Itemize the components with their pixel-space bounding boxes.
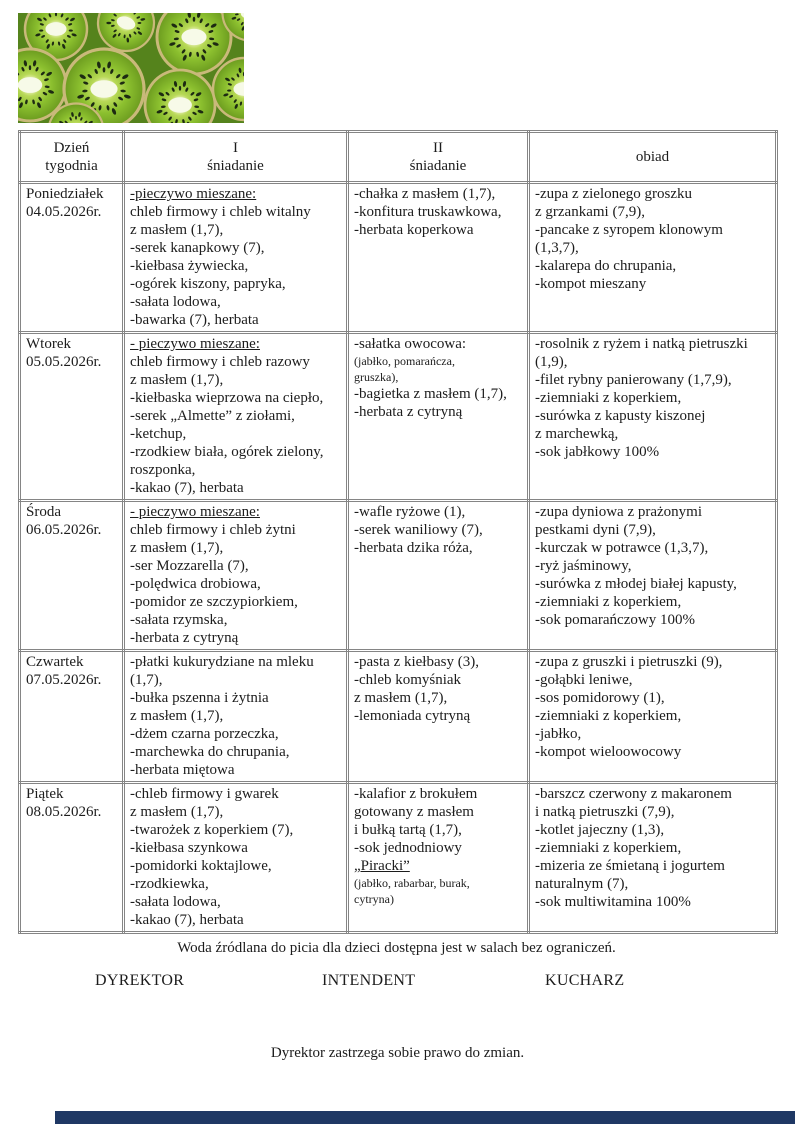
menu-line: z masłem (1,7),: [130, 540, 224, 556]
menu-line: -sok jabłkowy 100%: [535, 444, 660, 460]
menu-line: gotowany z masłem: [354, 804, 474, 820]
menu-line: -lemoniada cytryną: [354, 708, 471, 724]
menu-line: -sok pomarańczowy 100%: [535, 612, 695, 628]
menu-line: (jabłko, pomarańcza,: [354, 354, 455, 368]
menu-line: -bagietka z masłem (1,7),: [354, 386, 507, 402]
menu-line: -zupa z gruszki i pietruszki (9),: [535, 654, 723, 670]
bottom-accent-bar: [55, 1111, 795, 1124]
menu-line: śniadanie: [207, 158, 264, 174]
menu-line: „Piracki”: [354, 858, 410, 874]
menu-line: i bułką tartą (1,7),: [354, 822, 462, 838]
menu-line: -marchewka do chrupania,: [130, 744, 290, 760]
dinner-cell: [529, 651, 777, 783]
breakfast1-cell: [124, 651, 348, 783]
menu-line: -bułka pszenna i żytnia: [130, 690, 269, 706]
weekly-menu-table: [18, 130, 778, 934]
breakfast1-cell: [124, 783, 348, 933]
change-disclaimer: Dyrektor zastrzega sobie prawo do zmian.: [270, 1045, 525, 1061]
menu-line: z masłem (1,7),: [130, 708, 224, 724]
menu-line: pestkami dyni (7,9),: [535, 522, 656, 538]
menu-line: -jabłko,: [535, 726, 582, 742]
menu-line: -pancake z syropem klonowym: [535, 222, 723, 238]
menu-line: -pomidorki koktajlowe,: [130, 858, 272, 874]
menu-line: I: [233, 140, 238, 156]
menu-line: -pomidor ze szczypiorkiem,: [130, 594, 298, 610]
menu-day-row: [20, 501, 777, 651]
menu-line: (1,3,7),: [535, 240, 579, 256]
day-cell: [20, 651, 124, 783]
menu-line: Czwartek: [26, 654, 84, 670]
menu-line: -ziemniaki z koperkiem,: [535, 594, 682, 610]
menu-table-rows: [20, 183, 777, 933]
menu-line: -polędwica drobiowa,: [130, 576, 261, 592]
breakfast2-cell: [348, 783, 529, 933]
menu-line: -barszcz czerwony z makaronem: [535, 786, 732, 802]
menu-line: -kiełbasa szynkowa: [130, 840, 248, 856]
menu-line: 05.05.2026r.: [26, 354, 102, 370]
menu-line: -ziemniaki z koperkiem,: [535, 708, 682, 724]
breakfast2-cell: [348, 651, 529, 783]
menu-line: -kakao (7), herbata: [130, 480, 244, 496]
menu-line: -kiełbaska wieprzowa na ciepło,: [130, 390, 324, 406]
menu-line: -herbata z cytryną: [354, 404, 463, 420]
dinner-cell: [529, 783, 777, 933]
menu-line: -ziemniaki z koperkiem,: [535, 390, 682, 406]
menu-line: Środa: [26, 504, 61, 520]
menu-line: chleb firmowy i chleb razowy: [130, 354, 310, 370]
column-header: [124, 132, 348, 183]
breakfast2-cell: [348, 333, 529, 501]
menu-line: 06.05.2026r.: [26, 522, 102, 538]
menu-line: -zupa z zielonego groszku: [535, 186, 693, 202]
menu-line: -filet rybny panierowany (1,7,9),: [535, 372, 732, 388]
breakfast1-cell: [124, 501, 348, 651]
menu-line: Poniedziałek: [26, 186, 104, 202]
menu-line: -gołąbki leniwe,: [535, 672, 633, 688]
menu-line: z grzankami (7,9),: [535, 204, 645, 220]
menu-line: -chleb firmowy i gwarek: [130, 786, 279, 802]
menu-line: -kalafior z brokułem: [354, 786, 478, 802]
menu-line: z masłem (1,7),: [130, 222, 224, 238]
menu-line: -ser Mozzarella (7),: [130, 558, 249, 574]
menu-line: - pieczywo mieszane:: [130, 336, 260, 352]
menu-line: -sałata rzymska,: [130, 612, 228, 628]
column-header: [348, 132, 529, 183]
menu-day-row: [20, 333, 777, 501]
menu-line: i natką pietruszki (7,9),: [535, 804, 675, 820]
menu-line: -surówka z kapusty kiszonej: [535, 408, 706, 424]
signature-kucharz: KUCHARZ: [545, 972, 625, 989]
menu-line: -ryż jaśminowy,: [535, 558, 632, 574]
menu-line: gruszka),: [354, 370, 399, 384]
menu-line: -sałata lodowa,: [130, 894, 221, 910]
menu-line: z marchewką,: [535, 426, 619, 442]
menu-line: -sałata lodowa,: [130, 294, 221, 310]
menu-line: Dzień: [53, 140, 90, 156]
menu-line: - pieczywo mieszane:: [130, 504, 260, 520]
menu-line: -kotlet jajeczny (1,3),: [535, 822, 665, 838]
menu-line: tygodnia: [45, 158, 98, 174]
menu-line: obiad: [635, 149, 670, 165]
menu-line: -chałka z masłem (1,7),: [354, 186, 496, 202]
menu-line: -sałatka owocowa:: [354, 336, 467, 352]
column-header: [529, 132, 777, 183]
menu-line: -serek waniliowy (7),: [354, 522, 483, 538]
menu-line: 04.05.2026r.: [26, 204, 102, 220]
menu-line: 08.05.2026r.: [26, 804, 102, 820]
breakfast1-cell: [124, 183, 348, 333]
water-availability-note: Woda źródlana do picia dla dzieci dostępna jest w salach bez ograniczeń.: [177, 940, 616, 956]
menu-line: -sok multiwitamina 100%: [535, 894, 691, 910]
menu-line: -chleb komyśniak: [354, 672, 462, 688]
menu-line: Piątek: [26, 786, 64, 802]
menu-day-row: [20, 651, 777, 783]
menu-line: -kompot wieloowocowy: [535, 744, 682, 760]
menu-line: roszponka,: [130, 462, 196, 478]
menu-line: -bawarka (7), herbata: [130, 312, 259, 328]
kiwi-slices-photo: [18, 13, 244, 123]
menu-line: -kalarepa do chrupania,: [535, 258, 677, 274]
menu-line: -ketchup,: [130, 426, 187, 442]
column-header: [20, 132, 124, 183]
day-cell: [20, 501, 124, 651]
menu-line: -herbata dzika róża,: [354, 540, 473, 556]
menu-line: -mizeria ze śmietaną i jogurtem: [535, 858, 725, 874]
menu-line: II: [433, 140, 443, 156]
menu-day-row: [20, 183, 777, 333]
signature-dyrektor: DYREKTOR: [95, 972, 185, 989]
menu-line: -herbata z cytryną: [130, 630, 239, 646]
menu-line: -wafle ryżowe (1),: [354, 504, 466, 520]
menu-line: -surówka z młodej białej kapusty,: [535, 576, 737, 592]
menu-line: -serek „Almette” z ziołami,: [130, 408, 295, 424]
menu-line: -sok jednodniowy: [354, 840, 462, 856]
breakfast1-cell: [124, 333, 348, 501]
menu-line: naturalnym (7),: [535, 876, 629, 892]
menu-line: -rosolnik z ryżem i natką pietruszki: [535, 336, 748, 352]
menu-line: Wtorek: [26, 336, 71, 352]
menu-line: -sos pomidorowy (1),: [535, 690, 665, 706]
menu-line: -płatki kukurydziane na mleku: [130, 654, 314, 670]
day-cell: [20, 183, 124, 333]
menu-day-row: [20, 783, 777, 933]
menu-line: -herbata koperkowa: [354, 222, 474, 238]
breakfast2-cell: [348, 183, 529, 333]
menu-line: -rzodkiew biała, ogórek zielony,: [130, 444, 324, 460]
menu-line: -kakao (7), herbata: [130, 912, 244, 928]
menu-line: -ogórek kiszony, papryka,: [130, 276, 286, 292]
day-cell: [20, 333, 124, 501]
menu-line: chleb firmowy i chleb witalny: [130, 204, 311, 220]
menu-line: z masłem (1,7),: [130, 804, 224, 820]
menu-line: (jabłko, rabarbar, burak,: [354, 876, 470, 890]
dinner-cell: [529, 333, 777, 501]
menu-line: -konfitura truskawkowa,: [354, 204, 502, 220]
menu-line: -pieczywo mieszane:: [130, 186, 257, 202]
signature-intendent: INTENDENT: [322, 972, 416, 989]
dinner-cell: [529, 501, 777, 651]
dinner-cell: [529, 183, 777, 333]
menu-line: chleb firmowy i chleb żytni: [130, 522, 296, 538]
menu-line: -kiełbasa żywiecka,: [130, 258, 249, 274]
breakfast2-cell: [348, 501, 529, 651]
menu-line: -herbata miętowa: [130, 762, 235, 778]
menu-line: -kurczak w potrawce (1,3,7),: [535, 540, 709, 556]
menu-line: -dżem czarna porzeczka,: [130, 726, 279, 742]
menu-line: -kompot mieszany: [535, 276, 647, 292]
menu-line: (1,7),: [130, 672, 163, 688]
menu-line: -serek kanapkowy (7),: [130, 240, 265, 256]
menu-line: z masłem (1,7),: [130, 372, 224, 388]
menu-line: (1,9),: [535, 354, 568, 370]
menu-header-row: [20, 132, 777, 183]
menu-line: z masłem (1,7),: [354, 690, 448, 706]
menu-line: -rzodkiewka,: [130, 876, 209, 892]
menu-line: -ziemniaki z koperkiem,: [535, 840, 682, 856]
menu-line: śniadanie: [409, 158, 467, 174]
menu-line: -twarożek z koperkiem (7),: [130, 822, 294, 838]
day-cell: [20, 783, 124, 933]
menu-line: cytryna): [354, 892, 394, 906]
menu-line: -zupa dyniowa z prażonymi: [535, 504, 703, 520]
menu-line: 07.05.2026r.: [26, 672, 102, 688]
menu-line: -pasta z kiełbasy (3),: [354, 654, 479, 670]
